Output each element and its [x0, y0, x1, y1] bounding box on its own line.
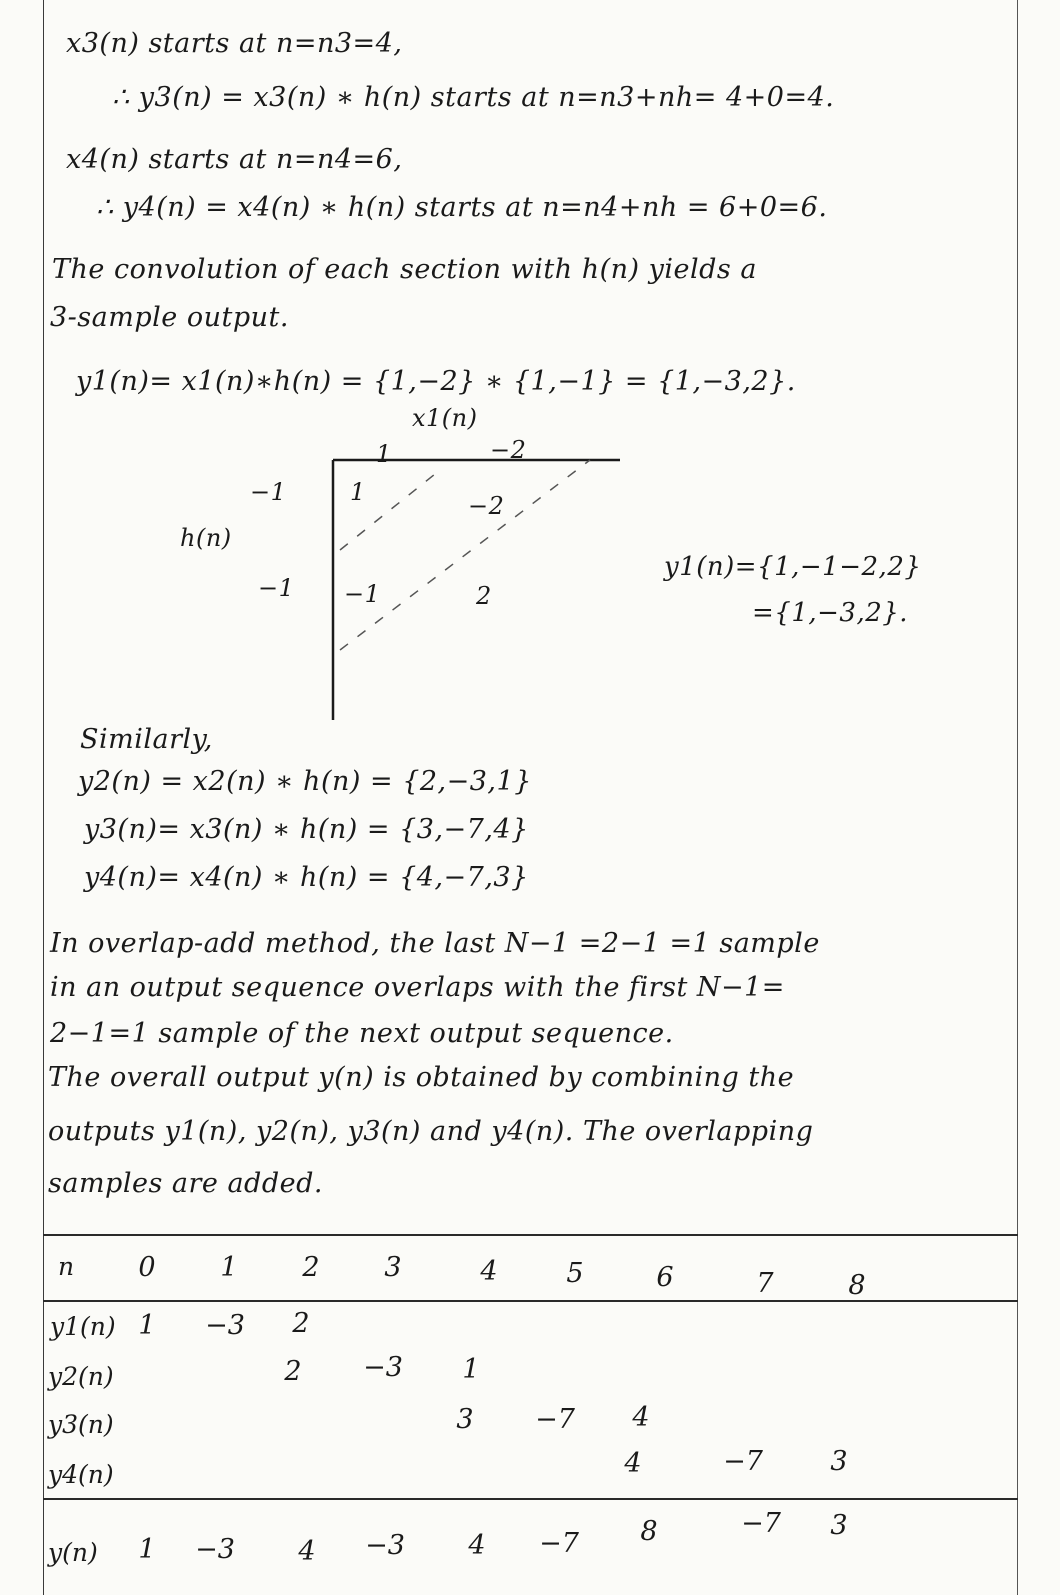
table-cell: 1 [138, 1310, 156, 1341]
diagram-top-label: x1(n) [412, 404, 478, 432]
y3-equation: y3(n)= x3(n) ∗ h(n) = {3,−7,4} [84, 814, 529, 845]
overlap-line-2: in an output sequence overlaps with the first N−1= [50, 972, 785, 1003]
grid-cell-3: −1 [344, 580, 381, 608]
table-result-cell: 4 [468, 1530, 486, 1561]
diagram-h-value-2: −1 [258, 574, 295, 602]
table-result-rule [43, 1498, 1018, 1500]
table-cell: −7 [535, 1404, 575, 1435]
right-margin-line [1017, 0, 1018, 1595]
table-n-value: 1 [220, 1252, 238, 1283]
table-n-value: 3 [384, 1252, 402, 1283]
table-row-label: y4(n) [48, 1460, 114, 1489]
table-n-value: 0 [138, 1252, 156, 1283]
table-n-value: 2 [302, 1252, 320, 1283]
table-result-cell: −7 [741, 1508, 781, 1539]
y2-equation: y2(n) = x2(n) ∗ h(n) = {2,−3,1} [78, 766, 532, 797]
table-cell: 4 [632, 1402, 650, 1433]
table-result-cell: 4 [298, 1536, 316, 1567]
table-cell: 3 [830, 1446, 848, 1477]
table-result-cell: −3 [365, 1530, 405, 1561]
intro-line-3: x4(n) starts at n=n4=6, [66, 144, 403, 175]
table-cell: 1 [462, 1354, 480, 1385]
diagram-result-line-1: y1(n)={1,−1−2,2} [664, 552, 922, 582]
table-header-label: n [58, 1252, 75, 1281]
table-result-cell: 8 [640, 1516, 658, 1547]
table-n-value: 5 [566, 1258, 584, 1289]
table-cell: 2 [292, 1308, 310, 1339]
table-n-value: 6 [656, 1262, 674, 1293]
overlap-line-5: outputs y1(n), y2(n), y3(n) and y4(n). The overlapping [48, 1116, 814, 1147]
table-result-label: y(n) [48, 1538, 98, 1567]
table-row-label: y1(n) [50, 1312, 116, 1341]
table-cell: −3 [363, 1352, 403, 1383]
diagram-result-line-2: ={1,−3,2}. [752, 598, 909, 628]
statement-line-2: 3-sample output. [50, 302, 289, 333]
table-n-value: 4 [480, 1256, 498, 1287]
table-row-label: y2(n) [48, 1362, 114, 1391]
diagram-x-value-2: −2 [490, 436, 527, 464]
y4-equation: y4(n)= x4(n) ∗ h(n) = {4,−7,3} [84, 862, 529, 893]
diagram-x-value-1: 1 [376, 440, 392, 468]
table-cell: −3 [205, 1310, 245, 1341]
grid-cell-4: 2 [476, 582, 492, 610]
overlap-line-1: In overlap-add method, the last N−1 =2−1 =1 sample [50, 928, 820, 959]
similarly-heading: Similarly, [80, 724, 213, 755]
diagram-side-label: h(n) [180, 524, 232, 552]
table-cell: 3 [456, 1404, 474, 1435]
table-result-cell: 3 [830, 1510, 848, 1541]
statement-line-1: The convolution of each section with h(n) yields a [52, 254, 757, 285]
intro-line-2: ∴ y3(n) = x3(n) ∗ h(n) starts at n=n3+nh= 4+0=4. [112, 82, 835, 113]
table-cell: 2 [284, 1356, 302, 1387]
table-row-label: y3(n) [48, 1410, 114, 1439]
table-result-cell: 1 [138, 1534, 156, 1565]
y1-equation: y1(n)= x1(n)∗h(n) = {1,−2} ∗ {1,−1} = {1,−3,2}. [76, 366, 796, 397]
grid-cell-1: 1 [350, 478, 366, 506]
left-margin-line [43, 0, 44, 1595]
intro-line-4: ∴ y4(n) = x4(n) ∗ h(n) starts at n=n4+nh = 6+0=6. [96, 192, 828, 223]
table-cell: 4 [624, 1448, 642, 1479]
table-result-cell: −7 [539, 1528, 579, 1559]
diagram-h-value-1: −1 [250, 478, 287, 506]
grid-cell-2: −2 [468, 492, 505, 520]
overlap-line-4: The overall output y(n) is obtained by combining the [48, 1062, 795, 1093]
table-n-value: 7 [756, 1268, 774, 1299]
overlap-line-3: 2−1=1 sample of the next output sequence. [50, 1018, 674, 1049]
table-result-cell: −3 [195, 1534, 235, 1565]
diag-dash-2 [340, 460, 590, 650]
intro-line-1: x3(n) starts at n=n3=4, [66, 28, 403, 59]
overlap-line-6: samples are added. [48, 1168, 323, 1199]
table-n-value: 8 [848, 1270, 866, 1301]
table-cell: −7 [723, 1446, 763, 1477]
table-top-rule [43, 1234, 1018, 1236]
